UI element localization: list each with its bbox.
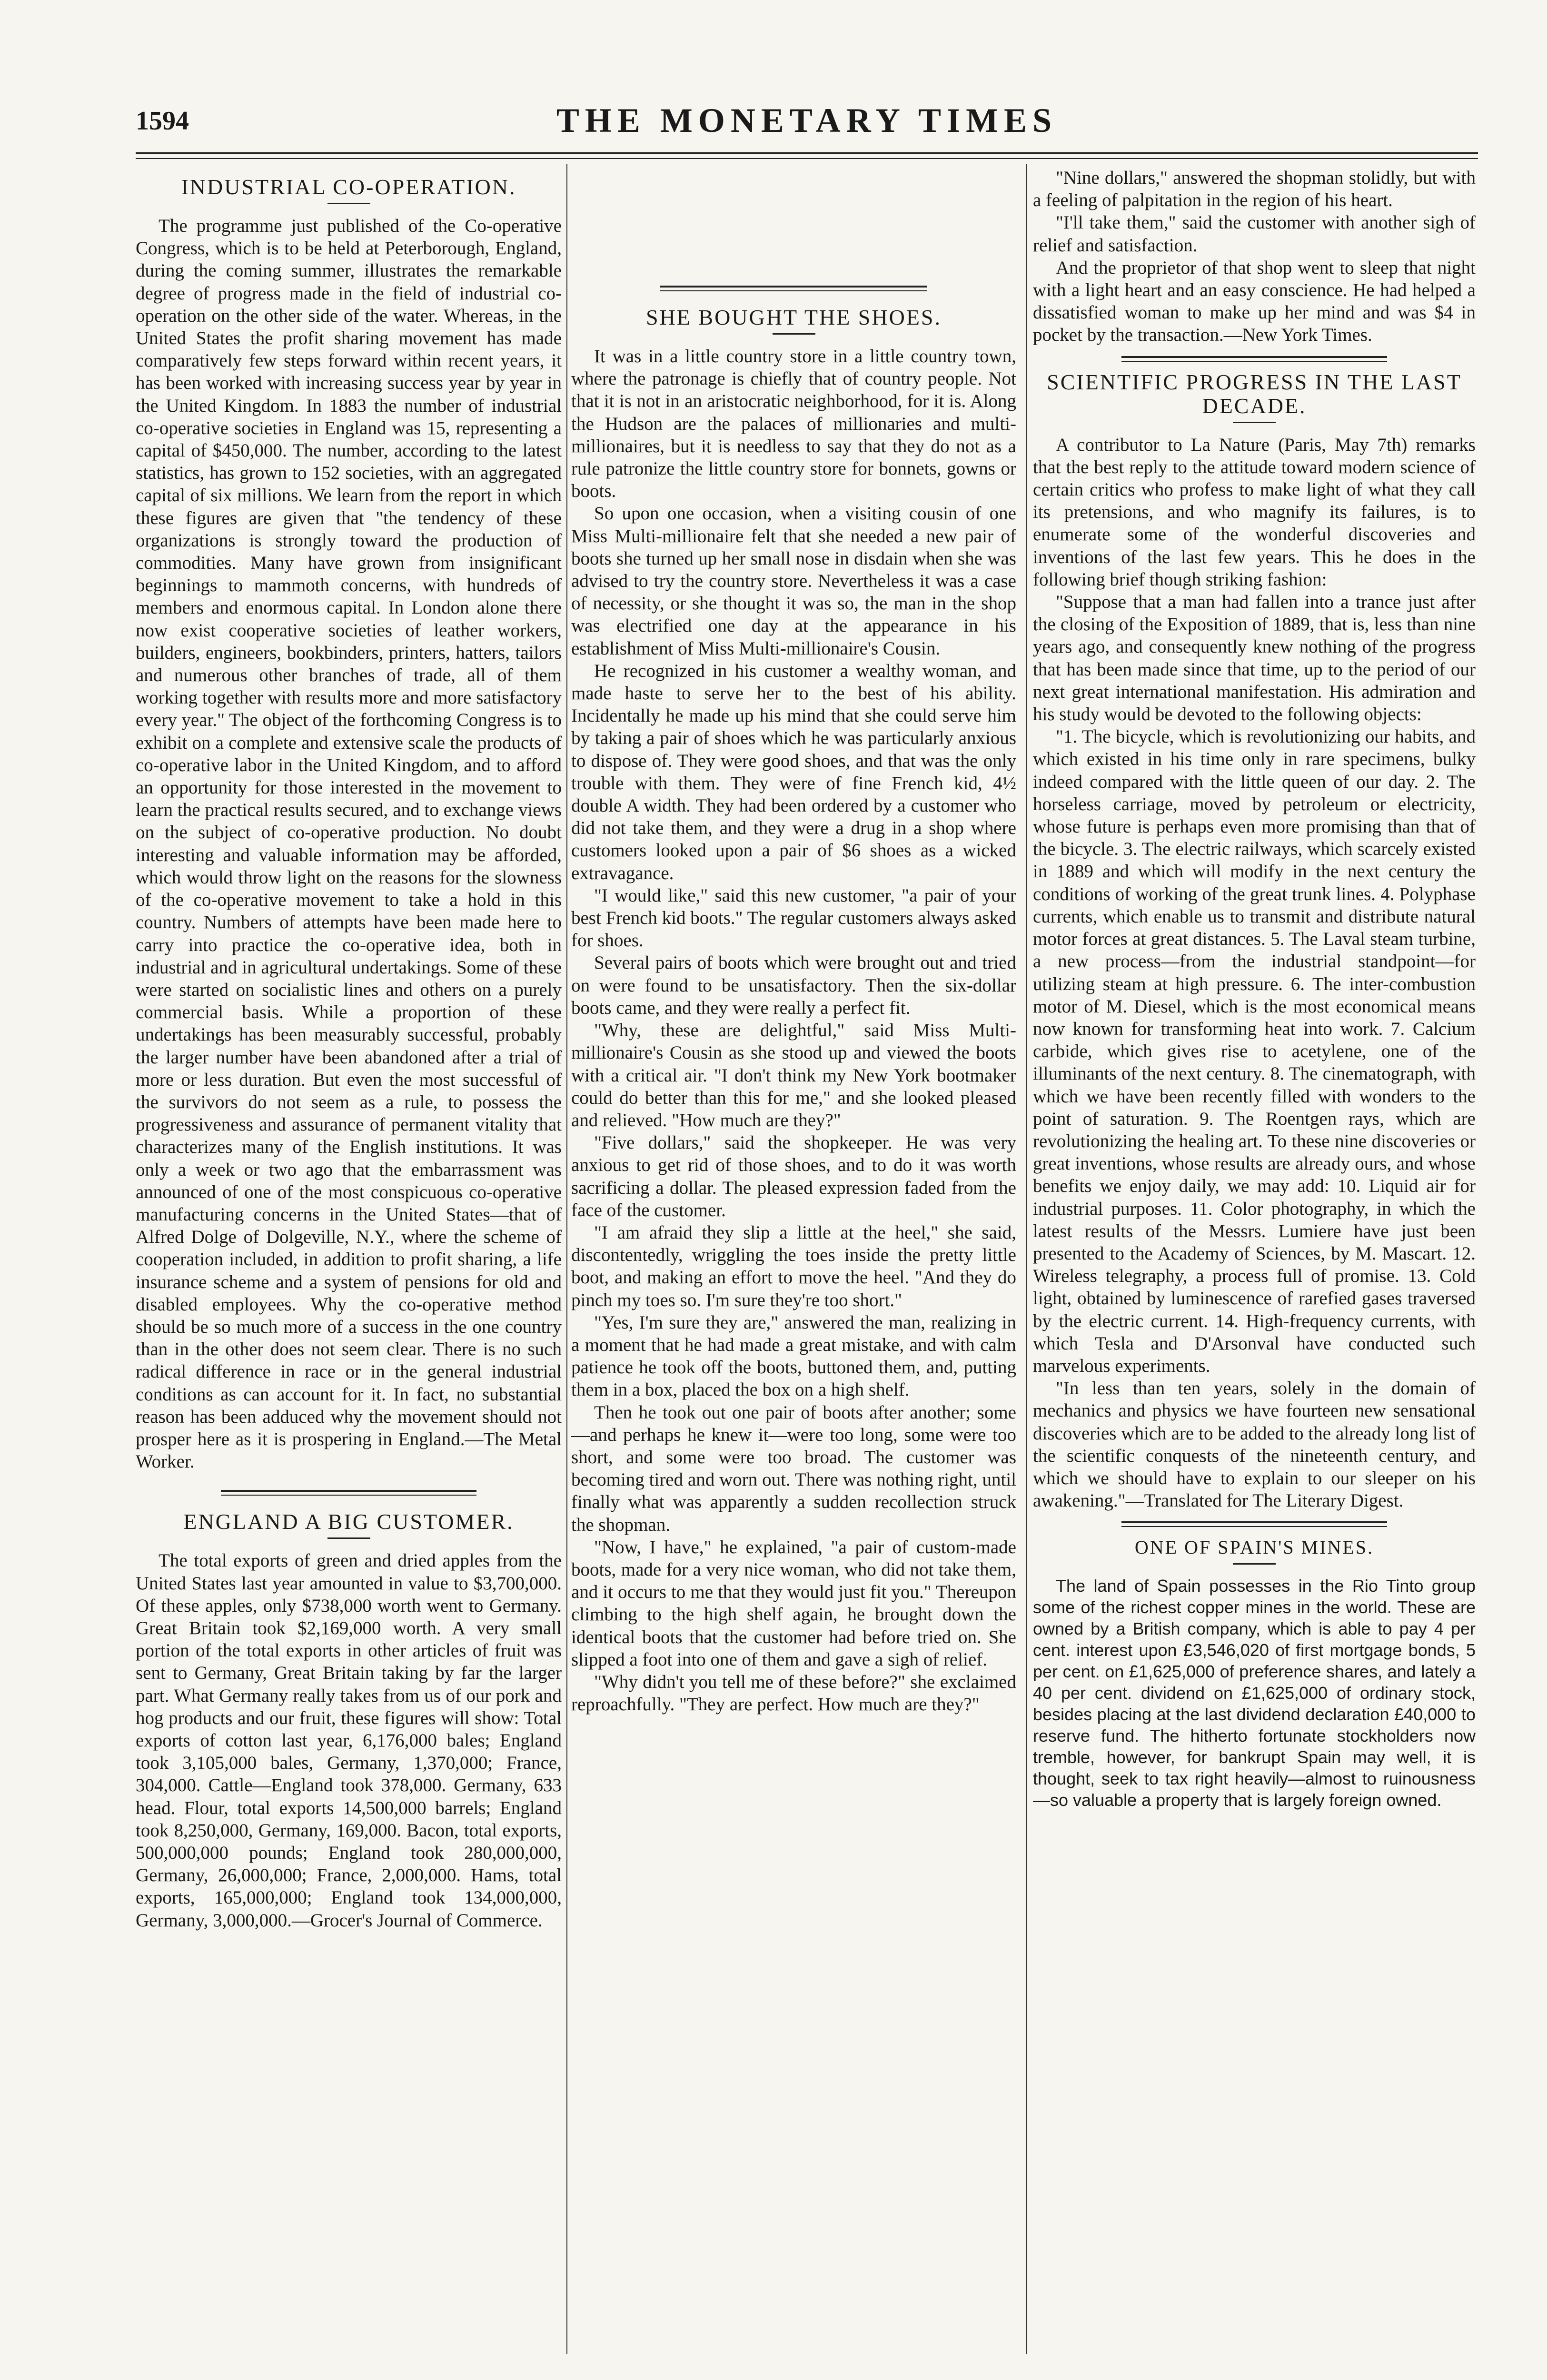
heading-rule bbox=[327, 1537, 370, 1539]
header-rule bbox=[136, 152, 1478, 154]
article-paragraph: "Why, these are delightful," said Miss Multi-millionaire's Cousin as she stood up and viewed the boots with a critical air. "I don't think my New York bootmaker could do better than this for me," and she looked pleased and relieved. "How much are they?" bbox=[571, 1020, 1016, 1130]
column-2 bbox=[571, 167, 1016, 1716]
page-number: 1594 bbox=[136, 106, 189, 136]
article-heading: SHE BOUGHT THE SHOES. bbox=[645, 305, 942, 329]
article-paragraph: "Now, I have," he explained, "a pair of custom-made boots, made for a very nice woman, who did not take them, and it occurs to me that they would just fit you." Thereupon climbing to the high shelf again, he brought down the identical boots that the customer had before tried on. She slipped a foot into one of them and gave a sigh of relief. bbox=[571, 1537, 1016, 1670]
article-heading: ENGLAND A BIG CUSTOMER. bbox=[183, 1509, 514, 1534]
section-divider bbox=[221, 1490, 476, 1496]
article-england-big-customer bbox=[136, 1510, 562, 1931]
section-divider bbox=[1121, 1521, 1387, 1527]
heading-rule bbox=[1233, 1563, 1276, 1565]
article-scientific-progress bbox=[1033, 370, 1476, 1512]
article-industrial-cooperation bbox=[136, 175, 562, 1473]
article-heading: SCIENTIFIC PROGRESS IN THE LAST DECADE. bbox=[1047, 369, 1462, 418]
article-paragraph: The land of Spain possesses in the Rio Tinto group some of the richest copper mines in the world. These are owned by a British company, which is able to pay 4 per cent. interest upon £3,546,020 of first mortgage bonds, 5 per cent. on £1,625,000 of preference shares, and lately a 40 per cent. dividend on £1,625,000 of ordinary stock, besides placing at the last dividend declaration £40,000 to reserve fund. The hitherto fortunate stockholders now tremble, however, for bankrupt Spain may well, it is thought, seek to tax right heavily—almost to ruinousness—so valuable a property that is largely foreign owned. bbox=[1033, 1576, 1476, 1810]
article-spains-mines bbox=[1033, 1536, 1476, 1811]
section-divider bbox=[1121, 356, 1387, 362]
header-rule-thin bbox=[136, 158, 1478, 159]
article-paragraph: "I am afraid they slip a little at the heel," she said, discontentedly, wriggling the toes inside the pretty little boot, and making an effort to move the heel. "And they do pinch my toes so. I'm sure they're too short." bbox=[571, 1222, 1016, 1310]
article-paragraph: Several pairs of boots which were brought out and tried on were found to be unsatisfactory. Then the six-dollar boots came, and they were really a perfect fit. bbox=[571, 952, 1016, 1018]
column-divider bbox=[566, 164, 567, 2354]
column-1 bbox=[136, 167, 562, 1932]
article-paragraph: "Five dollars," said the shopkeeper. He was very anxious to get rid of those shoes, and to do it was worth sacrificing a dollar. The pleased expression faded from the face of the customer. bbox=[571, 1132, 1016, 1220]
article-heading: INDUSTRIAL CO-OPERATION. bbox=[181, 175, 516, 199]
article-paragraph: "Why didn't you tell me of these before?" she exclaimed reproachfully. "They are perfect. How much are they?" bbox=[571, 1671, 1016, 1715]
article-paragraph: Then he took out one pair of boots after another; some—and perhaps he knew it—were too long, some were too short, and some were too broad. The customer was becoming tired and worn out. There was nothing right, until finally what was apparently a sudden recollection struck the shopman. bbox=[571, 1402, 1016, 1535]
heading-rule bbox=[1233, 422, 1276, 423]
column-3 bbox=[1033, 167, 1476, 1811]
article-heading: ONE OF SPAIN'S MINES. bbox=[1134, 1537, 1374, 1558]
article-she-bought-the-shoes bbox=[571, 306, 1016, 1716]
article-paragraph: "Nine dollars," answered the shopman stolidly, but with a feeling of palpitation in the region of his heart. bbox=[1033, 168, 1476, 211]
article-paragraph: "I'll take them," said the customer with another sigh of relief and satisfaction. bbox=[1033, 212, 1476, 256]
section-divider bbox=[660, 286, 927, 291]
heading-rule bbox=[773, 333, 815, 335]
article-paragraph: The total exports of green and dried apples from the United States last year amounted in value to $3,700,000. Of these apples, only $738,000 worth went to Germany. Great Britain took $2,169,000 worth. A very small portion of the total exports in other articles of fruit was sent to Germany, Great Britain taking by far the larger part. What Germany really takes from us of our pork and hog products and our fruit, these figures will show: Total exports of cotton last year, 6,176,000 bales; England took 3,105,000 bales, Germany, 1,370,000; France, 304,000. Cattle—England took 378,000. Germany, 633 head. Flour, total exports 14,500,000 barrels; England took 8,250,000, Germany, 169,000. Bacon, total exports, 500,000,000 pounds; England took 280,000,000, Germany, 26,000,000; France, 2,000,000. Hams, total exports, 165,000,000; England took 134,000,000, Germany, 3,000,000.—Grocer's Journal of Commerce. bbox=[136, 1550, 562, 1931]
article-paragraph: The programme just published of the Co-operative Congress, which is to be held at Peterborough, England, during the coming summer, illustrates the remarkable degree of progress made in the field of industrial co-operation on the other side of the water. Whereas, in the United States the profit sharing movement has made comparatively few steps forward within recent years, it has been worked with increasing success year by year in the United Kingdom. In 1883 the number of industrial co-operative societies in England was 15, representing a capital of $450,000. The number, according to the latest statistics, has grown to 152 societies, with an aggregated capital of six millions. We learn from the report in which these figures are given that "the tendency of these organizations is strongly toward the production of commodities. Many have grown from insignificant beginnings to mammoth concerns, with hundreds of members and enormous capital. In London alone there now exist cooperative societies of leather workers, builders, engineers, bookbinders, printers, hatters, tailors and numerous other branches of trade, all of them working together with results more and more satisfactory every year." The object of the forthcoming Congress is to exhibit on a complete and extensive scale the products of co-operative labor in the United Kingdom, and to afford an opportunity for those interested in the movement to learn the practical results secured, and to exchange views on the subject of co-operative production. No doubt interesting and valuable information may be afforded, which would throw light on the reasons for the slowness of the co-operative movement to take a hold in this country. Numbers of attempts have been made here to carry into practice the co-operative idea, both in industrial and in agricultural undertakings. Some of these were started on socialistic lines and others on a purely commercial basis. While a proportion of these undertakings has been measurably successful, probably the larger number have been abandoned after a trial of more or less duration. But even the most successful of the survivors do not seem as a rule, to possess the progressiveness and assurance of permanent vitality that characterizes many of the English institutions. It was only a week or two ago that the embarrassment was announced of one of the most conspicuous co-operative manufacturing concerns in the United States—that of Alfred Dolge of Dolgeville, N.Y., where the scheme of cooperation included, in addition to profit sharing, a life insurance scheme and a system of pensions for old and disabled employees. Why the co-operative method should be so much more of a success in the one country than in the other does not seem clear. There is no such radical difference in race or in the general industrial conditions as can account for it. In fact, no substantial reason has been adduced why the movement should not prosper here as it is prospering in England.—The Metal Worker. bbox=[136, 216, 562, 1472]
article-paragraph: "I would like," said this new customer, "a pair of your best French kid boots." The regular customers always asked for shoes. bbox=[571, 885, 1016, 951]
article-paragraph: So upon one occasion, when a visiting cousin of one Miss Multi-millionaire felt that she needed a new pair of boots she turned up her small nose in disdain when she was advised to try the country store. Nevertheless it was a case of necessity, or she thought it was so, the man in the shop was electrified one day at the appearance in his establishment of Miss Multi-millionaire's Cousin. bbox=[571, 503, 1016, 659]
article-paragraph: "Suppose that a man had fallen into a trance just after the closing of the Exposition of 1889, that is, less than nine years ago, and consequently knew nothing of the progress that has been made since that time, up to the period of our next great international manifestation. His admiration and his study would be devoted to the following objects: bbox=[1033, 592, 1476, 725]
article-paragraph: It was in a little country store in a little country town, where the patronage is chiefly that of country people. Not that it is not in an aristocratic neighborhood, for it is. Along the Hudson are the palaces of millionaries and multi-millionaires, but it is needless to say that they do not as a rule patronize the little country store for bonnets, gowns or boots. bbox=[571, 346, 1016, 502]
page-header bbox=[136, 101, 1478, 153]
article-paragraph: "1. The bicycle, which is revolutionizing our habits, and which existed in his time only in rare specimens, bulky indeed compared with the little queen of our day. 2. The horseless carriage, moved by petroleum or electricity, whose future is perhaps even more promising than that of the bicycle. 3. The electric railways, which scarcely existed in 1889 and which will modify in the next century the conditions of working of the great trunk lines. 4. Polyphase currents, which enable us to transmit and distribute natural motor forces at great distances. 5. The Laval steam turbine, a new process—from the industrial standpoint—for utilizing steam at high pressure. 6. The inter-combustion motor of M. Diesel, which is the most economical means now known for transforming heat into work. 7. Calcium carbide, which gives rise to acetylene, one of the illuminants of the next century. 8. The cinematograph, with which we have been recently filled with wonders to the point of saturation. 9. The Roentgen rays, which are revolutionizing the healing art. To these nine discoveries or great inventions, whose results are already ours, and whose benefits we enjoy daily, we may add: 10. Liquid air for industrial purposes. 11. Color photography, in which the latest results of the Messrs. Lumiere have just been presented to the Academy of Sciences, by M. Mascart. 12. Wireless telegraphy, a process full of promise. 13. Cold light, obtained by luminescence of rarefied gases traversed by the electric current. 14. High-frequency currents, with which Tesla and D'Arsonval have conducted such marvelous experiments. bbox=[1033, 726, 1476, 1376]
article-paragraph: "Yes, I'm sure they are," answered the man, realizing in a moment that he had made a great mistake, and with calm patience he took off the boots, buttoned them, and, putting them in a box, placed the box on a high shelf. bbox=[571, 1312, 1016, 1400]
article-paragraph: And the proprietor of that shop went to sleep that night with a light heart and an easy conscience. He had helped a dissatisfied woman to make up her mind and was $4 in pocket by the transaction.—New York Times. bbox=[1033, 257, 1476, 346]
masthead-title: THE MONETARY TIMES bbox=[556, 101, 1058, 139]
heading-rule bbox=[327, 203, 370, 204]
column-divider bbox=[1026, 164, 1027, 2354]
article-paragraph: "In less than ten years, solely in the domain of mechanics and physics we have fourteen new sensational discoveries which are to be added to the already long list of the scientific conquests of the nineteenth century, and which we should have to explain to our sleeper on his awakening."—Translated for The Literary Digest. bbox=[1033, 1378, 1476, 1511]
article-paragraph: A contributor to La Nature (Paris, May 7th) remarks that the best reply to the attitude toward modern science of certain critics who profess to make light of what they call its pretensions, and who magnify its failures, is to enumerate some of the wonderful discoveries and inventions of the last few years. This he does in the following brief though striking fashion: bbox=[1033, 434, 1476, 590]
article-paragraph: He recognized in his customer a wealthy woman, and made haste to serve her to the best of his ability. Incidentally he made up his mind that she could serve him by taking a pair of shoes which he was particularly anxious to dispose of. They were good shoes, and that was the only trouble with them. They were of fine French kid, 4½ double A width. They had been ordered by a customer who did not take them, and they were a drug in a shop where customers looked upon a pair of $6 shoes as a wicked extravagance. bbox=[571, 660, 1016, 883]
